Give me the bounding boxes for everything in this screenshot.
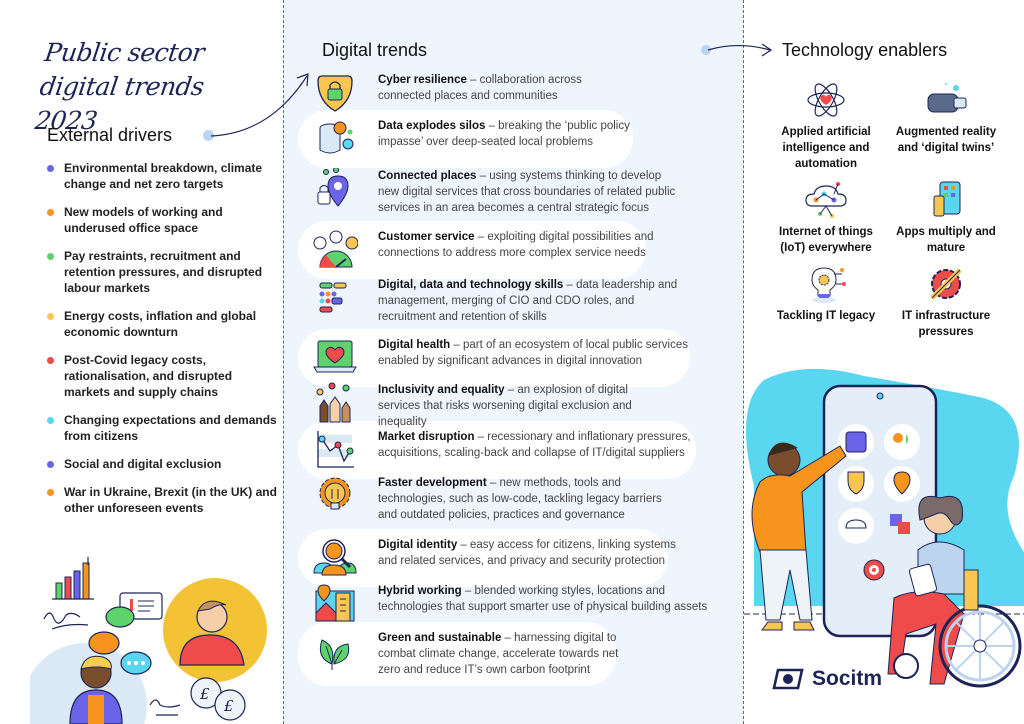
lightbulb-circuit-icon <box>804 264 848 304</box>
bullet-icon <box>47 357 54 364</box>
enabler-augmented-reality: Augmented reality and ‘digital twins’ <box>886 80 1006 172</box>
technology-enablers-grid <box>766 80 1016 340</box>
satisfaction-gauge-icon <box>312 229 358 271</box>
driver-item: War in Ukraine, Brexit (in the UK) and other unforeseen events <box>47 484 277 516</box>
trend-item-hybrid-working: Hybrid working – blended working styles, locations and technologies that support smarter use of physical building assets <box>312 583 713 625</box>
socitm-logo-text: Socitm <box>812 667 883 690</box>
bullet-icon <box>47 461 54 468</box>
lightbulb-gear-icon <box>312 475 358 517</box>
svg-text:£: £ <box>224 697 234 715</box>
external-drivers-heading: External drivers <box>47 125 173 145</box>
shield-lock-icon <box>312 72 358 114</box>
digital-trends-heading: Digital trends <box>322 40 428 60</box>
digital-trends-panel <box>283 0 744 724</box>
leaves-icon <box>312 630 358 672</box>
page-title: Public sector digital trends 2023 <box>33 38 206 135</box>
trend-item-digital-health: Digital health – part of an ecosystem of local public services enabled by significant advances in digital innovation <box>312 337 698 379</box>
magnifier-fingerprint-icon <box>312 537 358 579</box>
trend-item-digital-identity: Digital identity – easy access for citizens, linking systems and related services, and privacy and security protection <box>312 537 688 579</box>
driver-item: Environmental breakdown, climate change and net zero targets <box>47 160 277 192</box>
driver-item: Pay restraints, recruitment and retention pressures, and disrupted labour markets <box>47 248 277 296</box>
driver-item: New models of working and underused office space <box>47 204 277 236</box>
trend-item-connected-places: Connected places – using systems thinking to develop new digital services that cross boundaries of related public services in an area becomes a central strategic focus <box>312 168 678 216</box>
bullet-icon <box>47 253 54 260</box>
enabler-it-legacy: Tackling IT legacy <box>766 264 886 340</box>
line-chart-icon <box>312 429 358 471</box>
buildings-icon <box>312 583 358 625</box>
driver-item: Energy costs, inflation and global economic downturn <box>47 308 277 340</box>
enabler-ai-automation: Applied artificial intelligence and automation <box>766 80 886 172</box>
people-conversation-illustration <box>30 555 270 724</box>
laptop-heart-icon <box>312 337 358 379</box>
bullet-icon <box>47 313 54 320</box>
vr-headset-icon <box>924 80 968 120</box>
bullet-icon <box>47 165 54 172</box>
right-column <box>744 0 1024 724</box>
database-icon <box>312 118 358 160</box>
trend-item-green-sustainable: Green and sustainable – harnessing digital to combat climate change, accelerate towards net zero and reduce IT’s own carbon footprint <box>312 630 628 678</box>
atom-heart-icon <box>804 80 848 120</box>
raised-hands-icon <box>312 382 358 424</box>
trend-item-market-disruption: Market disruption – recessionary and inflationary pressures, acquisitions, scaling-back and collapse of IT/digital suppliers <box>312 429 698 471</box>
bullet-icon <box>47 489 54 496</box>
enabler-apps: Apps multiply and mature <box>886 180 1006 256</box>
bullet-icon <box>47 209 54 216</box>
location-pin-icon <box>312 168 358 210</box>
external-drivers-list <box>47 160 277 528</box>
enabler-it-infrastructure: IT infrastructure pressures <box>886 264 1006 340</box>
mobile-apps-icon <box>924 180 968 220</box>
enabler-iot: Internet of things (IoT) everywhere <box>766 180 886 256</box>
arrow-to-enablers-icon <box>698 38 778 68</box>
svg-text:£: £ <box>200 685 210 703</box>
driver-item: Social and digital exclusion <box>47 456 277 472</box>
trend-item-cyber-resilience: Cyber resilience – collaboration across connected places and communities <box>312 72 628 114</box>
socitm-logo[interactable] <box>772 666 882 692</box>
bullet-icon <box>47 417 54 424</box>
driver-item: Post-Covid legacy costs, rationalisation, and disrupted markets and supply chains <box>47 352 277 400</box>
bar-chart-icon <box>52 557 94 599</box>
socitm-logo-icon <box>772 666 806 692</box>
driver-item: Changing expectations and demands from citizens <box>47 412 277 444</box>
trend-item-inclusivity-equality: Inclusivity and equality – an explosion of digital services that risks worsening digital exclusion and inequality <box>312 382 668 430</box>
trend-item-data-explodes-silos: Data explodes silos – breaking the ‘public policy impasse’ over deep-seated local problems <box>312 118 633 160</box>
technology-enablers-heading: Technology enablers <box>782 40 948 60</box>
trend-item-customer-service: Customer service – exploiting digital possibilities and connections to address more complex service needs <box>312 229 668 271</box>
trend-item-faster-development: Faster development – new methods, tools and technologies, such as low-code, tackling legacy barriers and outdated policies, practices and governance <box>312 475 663 523</box>
trend-item-digital-data-technology-skills: Digital, data and technology skills – data leadership and management, merging of CIO and CDO roles, and recruitment and retention of skills <box>312 277 678 325</box>
arrow-to-trends-icon <box>205 60 315 150</box>
gear-wrench-icon <box>924 264 968 304</box>
skills-blocks-icon <box>312 277 358 319</box>
cloud-network-icon <box>804 180 848 220</box>
